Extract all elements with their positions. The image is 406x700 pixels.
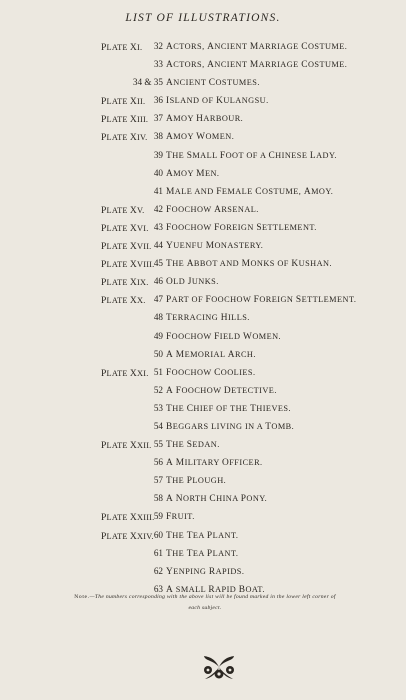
illustration-number: 60 [153,529,163,540]
footnote [70,592,340,614]
footnote-text: —The numbers corresponding with the above list will be found marked in the lower left corner of each subject. [89,594,336,611]
illustration-number: 54 [153,420,163,431]
illustration-caption: ANCIENT COSTUMES. [166,78,260,89]
list-item [0,401,406,419]
plate-label: PLATE XXI. [101,367,149,379]
illustration-caption: TERRACING HILLS. [166,313,250,324]
illustration-caption: THE CHIEF OF THE THIEVES. [166,403,291,414]
list-item [0,274,406,292]
illustration-caption: AMOY WOMEN. [166,132,235,143]
plate-label: PLATE XXIII. [101,512,155,524]
illustration-number: 53 [153,402,163,413]
list-item [0,220,406,238]
list-item [0,383,406,401]
illustration-number: 51 [153,366,163,377]
illustration-number: 59 [153,511,163,522]
list-item [0,202,406,220]
list-item [0,419,406,437]
illustration-caption: ISLAND OF KULANGSU. [166,96,269,107]
illustration-number: 57 [153,475,163,486]
illustration-number: 41 [153,185,163,196]
illustration-number: 63 [153,583,163,594]
list-item [0,437,406,455]
illustration-number: 49 [153,330,163,341]
illustration-caption: MALE AND FEMALE COSTUME, AMOY. [166,186,334,197]
illustration-caption: THE TEA PLANT. [166,530,239,541]
list-item [0,347,406,365]
illustration-number: 32 [153,41,163,51]
plate-label: PLATE XIII. [101,114,149,126]
illustration-caption: A MILITARY OFFICER. [166,458,263,469]
plate-label: PLATE XXIV. [101,530,154,542]
list-item [0,310,406,328]
illustration-number: 55 [153,439,163,450]
illustration-caption: FOOCHOW FOREIGN SETTLEMENT. [166,222,317,233]
illustration-number: 36 [153,95,163,106]
illustration-number: 44 [153,240,163,251]
illustration-caption: A MEMORIAL ARCH. [166,349,256,360]
plate-label: PLATE XIV. [101,132,148,144]
plate-label: PLATE XVIII. [101,259,155,271]
list-item [0,564,406,582]
plate-label: PLATE XXII. [101,440,152,452]
illustration-number: 42 [153,203,163,214]
illustration-number: 43 [153,221,163,232]
list-item [0,256,406,274]
plate-label: PLATE XII. [101,96,146,108]
list-item [0,329,406,347]
illustration-number: 52 [153,384,163,395]
illustration-caption: A SMALL RAPID BOAT. [166,584,265,595]
illustration-caption: ACTORS, ANCIENT MARRIAGE COSTUME. [166,42,348,52]
illustration-number: 34 & 35 [132,77,163,88]
illustration-caption: AMOY HARBOUR. [166,114,244,125]
illustration-number: 48 [153,312,163,323]
illustration-number: 62 [153,565,163,576]
illustration-caption: BEGGARS LIVING IN A TOMB. [166,421,295,432]
page-title: LIST OF ILLUSTRATIONS. [125,12,281,24]
illustration-caption: ACTORS, ANCIENT MARRIAGE COSTUME. [166,60,348,71]
list-item [0,365,406,383]
list-item [0,546,406,564]
illustration-number: 46 [153,276,163,287]
illustration-number: 40 [153,167,163,178]
illustration-caption: FOOCHOW FIELD WOMEN. [166,331,282,342]
list-item [0,39,406,57]
illustration-caption: FRUIT. [166,512,195,523]
plate-label: PLATE XV. [101,204,145,216]
illustration-number: 61 [153,547,163,558]
illustration-caption: THE SEDAN. [166,440,220,451]
illustration-caption: YUENFU MONASTERY. [166,241,264,252]
illustration-number: 47 [153,294,163,305]
list-item [0,93,406,111]
list-item [0,129,406,147]
list-item [0,238,406,256]
plate-label: PLATE XX. [101,295,146,307]
illustration-number: 39 [153,149,163,160]
floral-ornament-icon [199,652,239,682]
list-item [0,455,406,473]
illustration-caption: A NORTH CHINA PONY. [166,494,268,505]
illustration-caption: FOOCHOW COOLIES. [166,367,256,378]
illustration-caption: FOOCHOW ARSENAL. [166,204,259,215]
list-item [0,491,406,509]
list-item [0,166,406,184]
list-item [0,292,406,310]
illustration-caption: THE PLOUGH. [166,476,227,487]
illustration-caption: AMOY MEN. [166,168,220,179]
illustration-caption: THE ABBOT AND MONKS OF KUSHAN. [166,259,332,270]
illustration-caption: THE SMALL FOOT OF A CHINESE LADY. [166,150,337,161]
list-item [0,148,406,166]
illustration-caption: OLD JUNKS. [166,277,219,288]
list-item [0,509,406,527]
list-item [0,57,406,75]
list-item [0,184,406,202]
illustration-number: 38 [153,131,163,142]
illustration-list [0,39,406,600]
plate-label: PLATE XVII. [101,241,152,253]
illustration-number: 56 [153,457,163,468]
plate-label: PLATE XIX. [101,277,149,289]
list-item [0,473,406,491]
footnote-label: Note. [74,594,90,600]
plate-label: PLATE XVI. [101,222,149,234]
illustration-number: 58 [153,493,163,504]
illustration-number: 33 [153,59,163,70]
plate-label: PLATE XI. [101,42,143,53]
illustration-caption: THE TEA PLANT. [166,548,239,559]
illustration-number: 37 [153,113,163,124]
list-item [0,111,406,129]
list-item [0,528,406,546]
list-item [0,75,406,93]
illustration-number: 50 [153,348,163,359]
illustration-caption: A FOOCHOW DETECTIVE. [166,385,277,396]
illustration-caption: YENPING RAPIDS. [166,566,245,577]
illustration-number: 45 [153,258,163,269]
illustration-caption: PART OF FOOCHOW FOREIGN SETTLEMENT. [166,295,357,306]
